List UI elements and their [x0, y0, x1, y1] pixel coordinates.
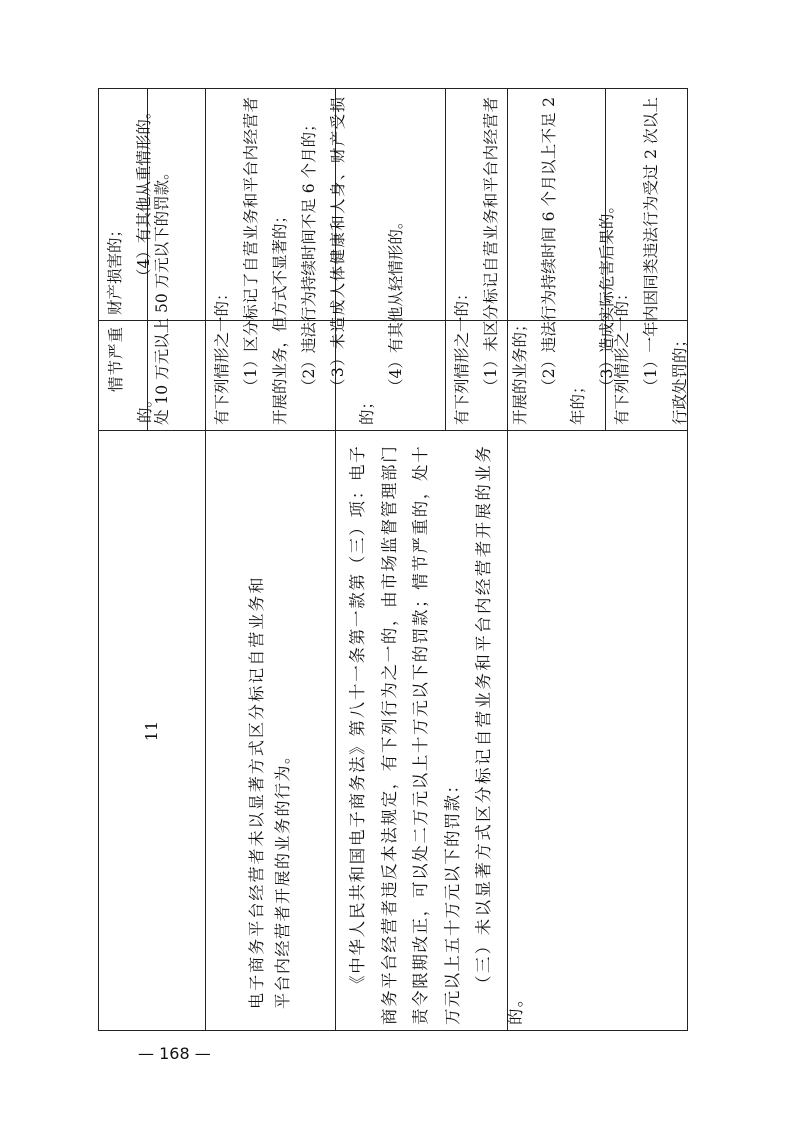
circumstance-line: （1）未区分标记自营业务和平台内经营者开展的业务的； [482, 97, 529, 425]
legal-basis-article: 《中华人民共和国电子商务法》第八十一条第一款第（三）项：电子商务平台经营者违反本法规定，有下列行为之一的，由市场监督管理部门责令限期改正，可以处二万元以上十万元以下的罚款；情节严重的，处十万元以上五十万元以下的罚款： [348, 445, 462, 1025]
legal-basis-clause: （三）未以显著方式区分标记自营业务和平台内经营者开展的业务的。 [474, 445, 525, 1025]
violation-text: 电子商务平台经营者未以显著方式区分标记自营业务和平台内经营者开展的业务的行为。 [246, 576, 292, 1009]
circumstance-line: 有下列情形之一的： [213, 285, 231, 425]
item-number-text: 11 [142, 720, 161, 742]
circumstance-line: 有下列情形之一的： [453, 285, 471, 425]
circumstance-line: （4）有其他从轻情形的。 [387, 213, 405, 394]
penalty-column [98, 88, 688, 1031]
circumstance-line: （2）违法行为持续时间不足 6 个月的； [300, 116, 318, 394]
circumstance-line: （4）有其他从重情形的。 [135, 103, 153, 284]
circumstance-line: 财产损害的； [106, 221, 124, 315]
circumstance-line: （1）区分标记了自营业务和平台内经营者开展的业务，但方式不显著的； [242, 97, 289, 425]
circumstance-line: （2）违法行为持续时间 6 个月以上不足 2 年的； [540, 97, 587, 425]
circumstance-line: （3）未造成人体健康和人身、财产受损的； [329, 97, 376, 425]
circumstance-line: 情节严重的。 [107, 327, 154, 423]
circumstance-line: （1）一年内因同类违法行为受过 2 次以上行政处罚的； [642, 97, 689, 425]
circumstance-line: 有下列情形之一的： [613, 285, 631, 425]
penalty-line: 处 10 万元以上 50 万元以下的罚款。 [153, 164, 171, 425]
circumstance-line: （3）造成实际危害后果的。 [598, 198, 616, 394]
page-number: — 168 — [138, 1044, 211, 1063]
